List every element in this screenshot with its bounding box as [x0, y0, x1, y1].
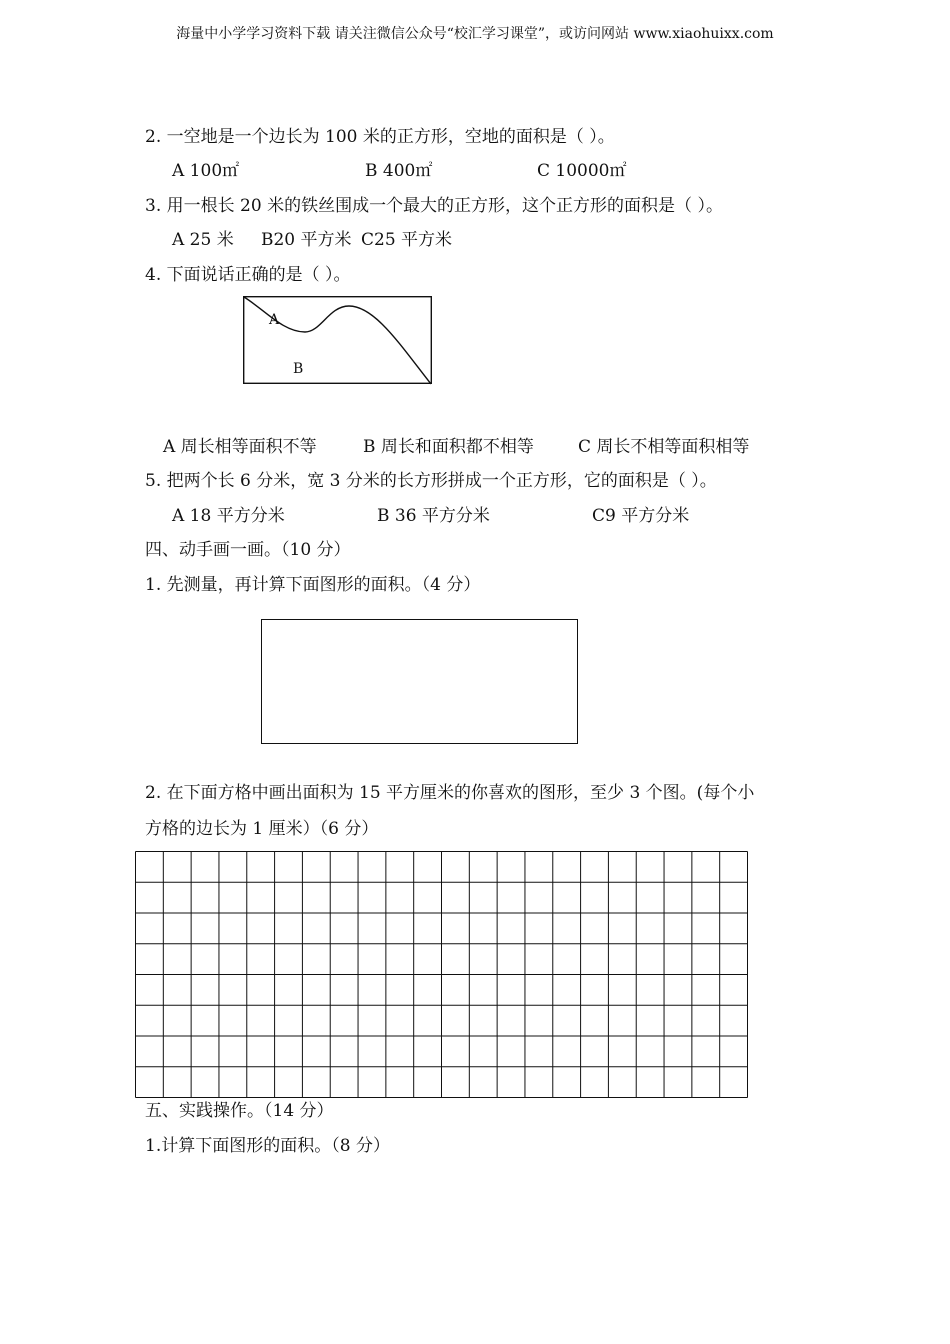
q4-label-b: B — [293, 361, 304, 377]
q4-option-a: A 周长相等面积不等 — [163, 437, 317, 457]
question-3-options — [0, 228, 950, 252]
section-4-question-2-line-1: 2. 在下面方格中画出面积为 15 平方厘米的你喜欢的图形，至少 3 个图。(每个小 — [145, 783, 755, 803]
square-grid — [135, 851, 748, 1099]
q5-option-c: C9 平方分米 — [592, 506, 690, 526]
q3-option-c: C25 平方米 — [361, 230, 453, 250]
q2-option-b: B 400㎡ — [365, 161, 433, 181]
question-3-stem: 3. 用一根长 20 米的铁丝围成一个最大的正方形，这个正方形的面积是（ ）。 — [145, 196, 723, 216]
section-5-question-1: 1.计算下面图形的面积。（8 分） — [145, 1136, 390, 1156]
q4-figure-curve — [244, 297, 431, 384]
question-2-stem: 2. 一空地是一个边长为 100 米的正方形，空地的面积是（ ）。 — [145, 127, 615, 147]
q3-option-a: A 25 米 — [172, 230, 234, 250]
q4-label-a: A — [269, 312, 280, 328]
question-5-stem: 5. 把两个长 6 分米，宽 3 分米的长方形拼成一个正方形，它的面积是（ ）。 — [145, 471, 717, 491]
q4-option-b: B 周长和面积都不相等 — [363, 437, 534, 457]
section-4-question-1: 1. 先测量，再计算下面图形的面积。（4 分） — [145, 575, 481, 595]
section-4-question-2-line-2: 方格的边长为 1 厘米）（6 分） — [145, 819, 379, 839]
question-4-stem: 4. 下面说话正确的是（ ）。 — [145, 265, 351, 285]
page-header: 海量中小学学习资料下载 请关注微信公众号“校汇学习课堂”，或访问网站 www.xiaohuixx.com — [176, 26, 774, 42]
q2-option-a: A 100㎡ — [172, 161, 240, 181]
q4-option-c: C 周长不相等面积相等 — [578, 437, 750, 457]
measure-rectangle — [261, 619, 578, 744]
q5-option-a: A 18 平方分米 — [172, 506, 285, 526]
q5-option-b: B 36 平方分米 — [377, 506, 490, 526]
q2-option-c: C 10000㎡ — [537, 161, 627, 181]
q3-option-b: B20 平方米 — [261, 230, 352, 250]
section-4-title: 四、动手画一画。（10 分） — [145, 540, 351, 560]
question-4-options — [0, 435, 950, 459]
section-5-title: 五、实践操作。（14 分） — [145, 1101, 334, 1121]
question-2-options — [0, 159, 950, 183]
question-5-options — [0, 504, 950, 528]
q4-figure — [243, 296, 433, 385]
